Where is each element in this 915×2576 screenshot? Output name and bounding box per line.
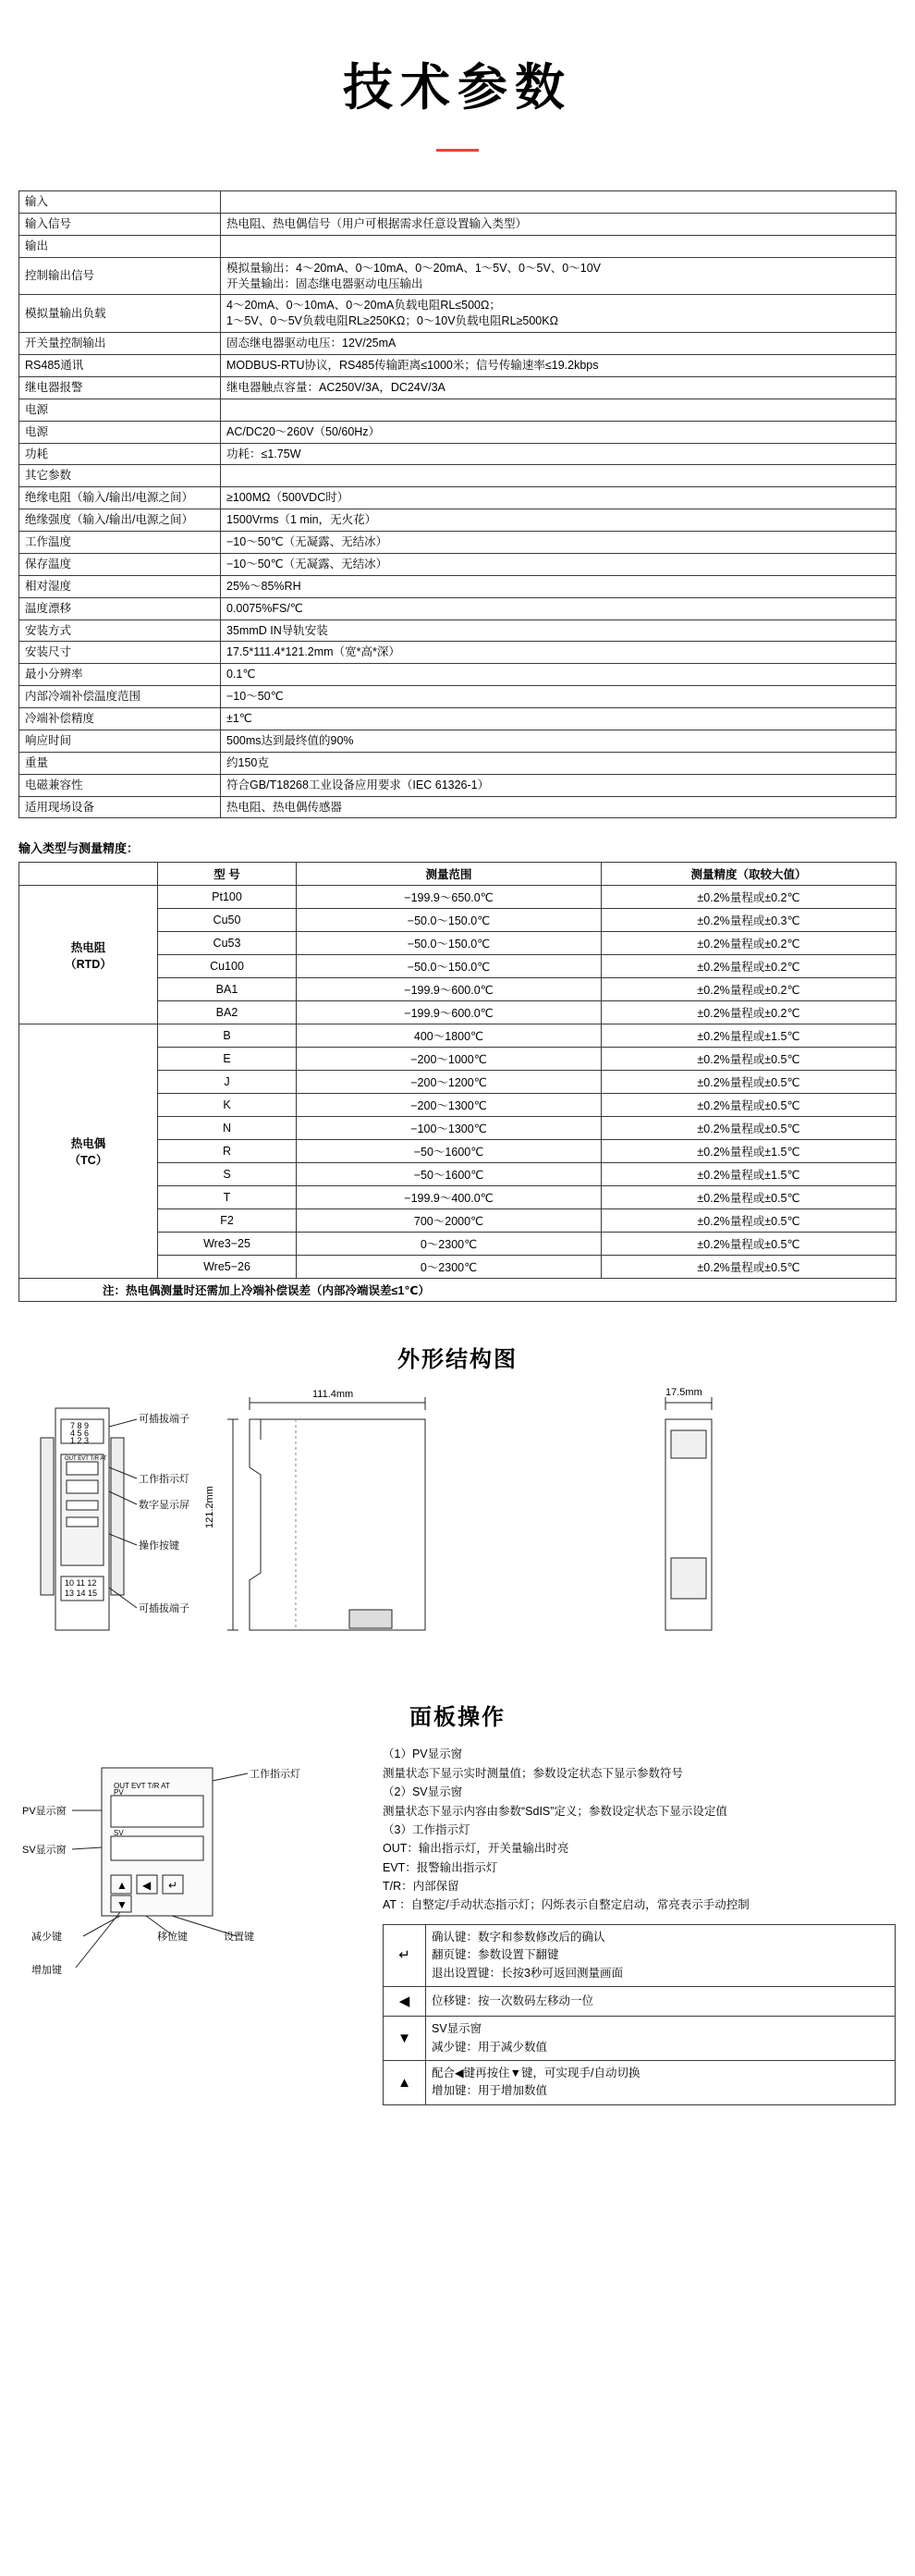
outline-svg bbox=[18, 1382, 897, 1660]
svg-text:1 2 3: 1 2 3 bbox=[70, 1436, 90, 1446]
spec-row-value bbox=[221, 553, 897, 575]
accuracy-range-cell: −200～1300℃ bbox=[297, 1094, 602, 1117]
accuracy-range-cell: −50.0～150.0℃ bbox=[297, 932, 602, 955]
accuracy-header-cell: 测量范围 bbox=[297, 863, 602, 886]
spec-value-line: −10～50℃ bbox=[226, 690, 284, 704]
spec-value-line: 固态继电器驱动电压：12V/25mA bbox=[226, 337, 396, 350]
panel-desc-line: 测量状态下显示内容由参数“SdIS”定义；参数设定状态下显示设定值 bbox=[383, 1804, 727, 1818]
accuracy-header-cell: 测量精度（取较大值） bbox=[602, 863, 897, 886]
accuracy-row bbox=[19, 1024, 897, 1048]
spec-row-label: 冷端补偿精度 bbox=[19, 708, 221, 730]
spec-value-line: AC/DC20～260V（50/60Hz） bbox=[226, 424, 381, 438]
spec-row-value bbox=[221, 708, 897, 730]
spec-row-label: 输入 bbox=[19, 191, 221, 214]
accuracy-model-cell: Cu53 bbox=[158, 932, 297, 955]
spec-row bbox=[19, 333, 897, 355]
accuracy-prec-cell: ±0.2%量程或±0.5℃ bbox=[602, 1094, 897, 1117]
spec-row-label: 适用现场设备 bbox=[19, 796, 221, 818]
spec-value-line: 模拟量输出：4～20mA、0～10mA、0～20mA、1～5V、0～5V、0～10V bbox=[226, 261, 601, 275]
spec-value-line: 25%～85%RH bbox=[226, 579, 301, 593]
outline-section-title: 外形结构图 bbox=[397, 1347, 518, 1373]
spec-value-line: 4～20mA、0～10mA、0～20mA负载电阻RL≤500Ω； bbox=[226, 299, 501, 313]
spec-value-line: 500ms达到最终值的90% bbox=[226, 733, 354, 747]
accuracy-group-name: 热电偶 bbox=[70, 1137, 106, 1151]
accuracy-range-cell: −200～1200℃ bbox=[297, 1071, 602, 1094]
panel-desc-line: OUT：输出指示灯，开关量输出时亮 bbox=[383, 1842, 569, 1856]
accuracy-model-cell: F2 bbox=[158, 1209, 297, 1233]
accuracy-prec-cell: ±0.2%量程或±0.2℃ bbox=[602, 978, 897, 1001]
spec-row-label: 工作温度 bbox=[19, 532, 221, 554]
accuracy-model-cell: T bbox=[158, 1186, 297, 1209]
spec-row bbox=[19, 213, 897, 235]
key-description-line: 确认键：数字和参数修改后的确认 bbox=[432, 1930, 605, 1944]
spec-row-value bbox=[221, 465, 897, 487]
accuracy-prec-cell: ±0.2%量程或±0.2℃ bbox=[602, 1001, 897, 1024]
spec-value-line: 1～5V、0～5V负载电阻RL≥250KΩ；0～10V负载电阻RL≥500KΩ bbox=[226, 314, 558, 328]
spec-row-label: 开关量控制输出 bbox=[19, 333, 221, 355]
accuracy-prec-cell: ±0.2%量程或±0.5℃ bbox=[602, 1233, 897, 1256]
accuracy-prec-cell: ±0.2%量程或±0.5℃ bbox=[602, 1256, 897, 1279]
accuracy-prec-cell: ±0.2%量程或±0.2℃ bbox=[602, 955, 897, 978]
spec-row-label: 电源 bbox=[19, 421, 221, 443]
accuracy-prec-cell: ±0.2%量程或±0.5℃ bbox=[602, 1071, 897, 1094]
spec-row-label: 继电器报警 bbox=[19, 376, 221, 399]
spec-row bbox=[19, 730, 897, 752]
accuracy-row bbox=[19, 886, 897, 909]
spec-row-label: 控制输出信号 bbox=[19, 257, 221, 295]
svg-text:7 8 9: 7 8 9 bbox=[70, 1421, 90, 1431]
spec-row-value bbox=[221, 730, 897, 752]
svg-text:PV: PV bbox=[114, 1788, 124, 1797]
spec-row bbox=[19, 355, 897, 377]
accuracy-note: 注：热电偶测量时还需加上冷端补偿误差（内部冷端误差≤1℃） bbox=[19, 1279, 897, 1302]
accuracy-heading: 输入类型与测量精度： bbox=[18, 841, 140, 856]
key-row bbox=[384, 2017, 896, 2061]
spec-row-value bbox=[221, 796, 897, 818]
accuracy-group-label bbox=[19, 886, 158, 1024]
spec-value-line: 约150克 bbox=[226, 755, 269, 769]
spec-row-label: 输出 bbox=[19, 235, 221, 257]
panel-desc-line: EVT：报警输出指示灯 bbox=[383, 1860, 498, 1874]
accuracy-range-cell: −50.0～150.0℃ bbox=[297, 909, 602, 932]
spec-value-line: 0.1℃ bbox=[226, 668, 256, 681]
panel-desc-line: 测量状态下显示实时测量值；参数设定状态下显示参数符号 bbox=[383, 1766, 684, 1780]
spec-row-value bbox=[221, 376, 897, 399]
spec-row bbox=[19, 532, 897, 554]
accuracy-range-cell: −50～1600℃ bbox=[297, 1163, 602, 1186]
accuracy-model-cell: Pt100 bbox=[158, 886, 297, 909]
spec-row-value bbox=[221, 664, 897, 686]
svg-text:OUT EVT T/R AT: OUT EVT T/R AT bbox=[114, 1782, 170, 1791]
accuracy-note-row bbox=[19, 1279, 897, 1302]
key-description-line: 减少键：用于减少数值 bbox=[432, 2040, 548, 2054]
spec-row-label: 安装方式 bbox=[19, 619, 221, 642]
accuracy-prec-cell: ±0.2%量程或±0.2℃ bbox=[602, 932, 897, 955]
label-work-led: 工作指示灯 bbox=[139, 1474, 189, 1486]
accuracy-group-label bbox=[19, 1024, 158, 1279]
accuracy-range-cell: −200～1000℃ bbox=[297, 1048, 602, 1071]
key-description-line: 增加键：用于增加数值 bbox=[432, 2084, 548, 2098]
label-terminal-bottom: 可插拔端子 bbox=[139, 1603, 189, 1615]
key-icon[interactable]: ↵ bbox=[384, 1924, 426, 1986]
panel-label-decrease: 减少键 bbox=[31, 1932, 62, 1944]
spec-row bbox=[19, 465, 897, 487]
accuracy-header-cell: 型 号 bbox=[158, 863, 297, 886]
key-description-line: 退出设置键：长按3秒可返回测量画面 bbox=[432, 1966, 623, 1980]
accuracy-model-cell: K bbox=[158, 1094, 297, 1117]
svg-text:OUT EVT T/R AT: OUT EVT T/R AT bbox=[65, 1456, 107, 1463]
spec-row-label: 安装尺寸 bbox=[19, 642, 221, 664]
label-terminal-top: 可插拔端子 bbox=[139, 1414, 189, 1426]
accuracy-model-cell: Cu50 bbox=[158, 909, 297, 932]
spec-value-line: −10～50℃（无凝露、无结冰） bbox=[226, 557, 388, 570]
spec-row-label: 模拟量输出负载 bbox=[19, 295, 221, 333]
spec-row bbox=[19, 295, 897, 333]
key-row bbox=[384, 1986, 896, 2016]
accuracy-model-cell: E bbox=[158, 1048, 297, 1071]
spec-row bbox=[19, 597, 897, 619]
panel-label-sv: SV显示窗 bbox=[22, 1845, 67, 1857]
svg-text:SV: SV bbox=[114, 1829, 124, 1838]
spec-row-value bbox=[221, 752, 897, 774]
spec-row-value bbox=[221, 597, 897, 619]
accuracy-range-cell: 0～2300℃ bbox=[297, 1256, 602, 1279]
spec-value-line: 继电器触点容量：AC250V/3A，DC24V/3A bbox=[226, 380, 445, 394]
outline-drawing bbox=[18, 1382, 897, 1660]
spec-row bbox=[19, 642, 897, 664]
accuracy-prec-cell: ±0.2%量程或±0.5℃ bbox=[602, 1209, 897, 1233]
spec-value-line: 开关量输出：固态继电器驱动电压输出 bbox=[226, 276, 423, 290]
panel-desc-line: T/R：内部保留 bbox=[383, 1880, 459, 1893]
spec-row-value bbox=[221, 686, 897, 708]
spec-row-value bbox=[221, 487, 897, 509]
key-description-line: 位移键：按一次数码左移动一位 bbox=[432, 1993, 594, 2007]
svg-text:▲: ▲ bbox=[116, 1879, 128, 1893]
key-description-line: SV显示窗 bbox=[432, 2022, 482, 2036]
svg-text:13 14 15: 13 14 15 bbox=[65, 1589, 98, 1599]
panel-label-increase: 增加键 bbox=[31, 1965, 62, 1977]
key-function-table bbox=[383, 1924, 896, 2105]
accuracy-group-sub: （RTD） bbox=[65, 957, 112, 971]
accuracy-range-cell: −100～1300℃ bbox=[297, 1117, 602, 1140]
spec-row bbox=[19, 235, 897, 257]
spec-value-line: 35mmD IN导轨安装 bbox=[226, 623, 328, 637]
spec-row-value bbox=[221, 509, 897, 532]
key-description bbox=[426, 2017, 896, 2061]
spec-value-line: 符合GB/T18268工业设备应用要求（IEC 61326-1） bbox=[226, 778, 490, 791]
svg-text:10 11 12: 10 11 12 bbox=[65, 1578, 97, 1589]
spec-value-line: MODBUS-RTU协议，RS485传输距离≤1000米；信号传输速率≤19.2kbps bbox=[226, 359, 599, 372]
spec-row bbox=[19, 257, 897, 295]
spec-row bbox=[19, 553, 897, 575]
spec-row-label: 重量 bbox=[19, 752, 221, 774]
accuracy-model-cell: BA2 bbox=[158, 1001, 297, 1024]
panel-desc-line: AT ：自整定/手动状态指示灯；闪烁表示自整定启动，常亮表示手动控制 bbox=[383, 1898, 750, 1912]
spec-row-value bbox=[221, 421, 897, 443]
accuracy-range-cell: −199.9～400.0℃ bbox=[297, 1186, 602, 1209]
panel-label-pv: PV显示窗 bbox=[22, 1806, 67, 1818]
panel-desc-line: （3）工作指示灯 bbox=[383, 1822, 470, 1836]
spec-row-value bbox=[221, 774, 897, 796]
spec-row-value bbox=[221, 532, 897, 554]
accuracy-prec-cell: ±0.2%量程或±1.5℃ bbox=[602, 1024, 897, 1048]
panel-label-shift: 移位键 bbox=[157, 1932, 188, 1944]
spec-value-line: ±1℃ bbox=[226, 712, 252, 725]
accuracy-header-blank bbox=[19, 863, 158, 886]
spec-row-value bbox=[221, 257, 897, 295]
spec-row bbox=[19, 509, 897, 532]
key-row bbox=[384, 1924, 896, 1986]
spec-row-label: 电源 bbox=[19, 399, 221, 421]
svg-text:4 5 6: 4 5 6 bbox=[70, 1429, 90, 1439]
spec-row bbox=[19, 774, 897, 796]
panel-desc-line: （2）SV显示窗 bbox=[383, 1785, 463, 1799]
accuracy-range-cell: −50.0～150.0℃ bbox=[297, 955, 602, 978]
key-row bbox=[384, 2060, 896, 2104]
accuracy-prec-cell: ±0.2%量程或±0.3℃ bbox=[602, 909, 897, 932]
key-description bbox=[426, 2060, 896, 2104]
spec-row bbox=[19, 796, 897, 818]
spec-row bbox=[19, 752, 897, 774]
page-title: 技术参数 bbox=[343, 60, 572, 116]
accuracy-prec-cell: ±0.2%量程或±0.5℃ bbox=[602, 1186, 897, 1209]
accuracy-prec-cell: ±0.2%量程或±0.5℃ bbox=[602, 1048, 897, 1071]
svg-text:↵: ↵ bbox=[168, 1879, 178, 1893]
spec-row bbox=[19, 619, 897, 642]
spec-table bbox=[18, 190, 897, 818]
panel-label-work-led: 工作指示灯 bbox=[250, 1769, 300, 1781]
key-description bbox=[426, 1924, 896, 1986]
label-depth: 17.5mm bbox=[665, 1387, 702, 1399]
accuracy-model-cell: Wre3−25 bbox=[158, 1233, 297, 1256]
accuracy-prec-cell: ±0.2%量程或±1.5℃ bbox=[602, 1163, 897, 1186]
spec-row-label: 保存温度 bbox=[19, 553, 221, 575]
accuracy-model-cell: B bbox=[158, 1024, 297, 1048]
spec-row bbox=[19, 487, 897, 509]
panel-operation bbox=[18, 1740, 897, 2104]
spec-row-value bbox=[221, 333, 897, 355]
spec-row bbox=[19, 686, 897, 708]
accuracy-group-sub: （TC） bbox=[68, 1154, 108, 1168]
spec-row bbox=[19, 664, 897, 686]
accuracy-header-row bbox=[19, 863, 897, 886]
spec-row-value bbox=[221, 235, 897, 257]
accuracy-range-cell: 0～2300℃ bbox=[297, 1233, 602, 1256]
spec-row-value bbox=[221, 642, 897, 664]
accuracy-range-cell: −50～1600℃ bbox=[297, 1140, 602, 1163]
panel-desc-line: （1）PV显示窗 bbox=[383, 1748, 463, 1761]
spec-row bbox=[19, 191, 897, 214]
key-icon[interactable]: ▼ bbox=[384, 2017, 426, 2061]
spec-row-value bbox=[221, 399, 897, 421]
spec-row-label: 温度漂移 bbox=[19, 597, 221, 619]
accuracy-model-cell: R bbox=[158, 1140, 297, 1163]
spec-value-line: 功耗：≤1.75W bbox=[226, 447, 301, 460]
accuracy-model-cell: Wre5−26 bbox=[158, 1256, 297, 1279]
spec-row-label: 功耗 bbox=[19, 443, 221, 465]
accuracy-range-cell: −199.9～600.0℃ bbox=[297, 978, 602, 1001]
svg-text:▼: ▼ bbox=[116, 1898, 128, 1912]
accuracy-model-cell: BA1 bbox=[158, 978, 297, 1001]
spec-row-label: 内部冷端补偿温度范围 bbox=[19, 686, 221, 708]
accuracy-range-cell: 700～2000℃ bbox=[297, 1209, 602, 1233]
accuracy-group-name: 热电阻 bbox=[70, 940, 106, 954]
spec-row-value bbox=[221, 213, 897, 235]
accuracy-model-cell: S bbox=[158, 1163, 297, 1186]
spec-value-line: ≥100MΩ（500VDC时） bbox=[226, 491, 349, 505]
key-icon[interactable]: ◀ bbox=[384, 1986, 426, 2016]
accuracy-prec-cell: ±0.2%量程或±0.2℃ bbox=[602, 886, 897, 909]
accuracy-model-cell: J bbox=[158, 1071, 297, 1094]
key-icon[interactable]: ▲ bbox=[384, 2060, 426, 2104]
panel-diagram bbox=[18, 1740, 370, 2004]
spec-table-wrap bbox=[0, 152, 915, 818]
spec-value-line: −10～50℃（无凝露、无结冰） bbox=[226, 535, 388, 548]
spec-value-line: 热电阻、热电偶信号（用户可根据需求任意设置输入类型） bbox=[226, 216, 528, 230]
key-description-line: 翻页键：参数设置下翻键 bbox=[432, 1948, 559, 1962]
spec-value-line: 热电阻、热电偶传感器 bbox=[226, 800, 343, 814]
spec-row-value bbox=[221, 443, 897, 465]
spec-row-value bbox=[221, 619, 897, 642]
key-description bbox=[426, 1986, 896, 2016]
accuracy-range-cell: −199.9～650.0℃ bbox=[297, 886, 602, 909]
spec-row-label: 电磁兼容性 bbox=[19, 774, 221, 796]
accuracy-range-cell: 400～1800℃ bbox=[297, 1024, 602, 1048]
svg-text:◀: ◀ bbox=[142, 1879, 152, 1893]
label-display: 数字显示屏 bbox=[139, 1500, 189, 1512]
spec-row-label: 相对湿度 bbox=[19, 575, 221, 597]
spec-value-line: 0.0075%FS/℃ bbox=[226, 601, 303, 615]
spec-row bbox=[19, 399, 897, 421]
panel-section-title: 面板操作 bbox=[409, 1705, 506, 1731]
spec-row-label: 最小分辨率 bbox=[19, 664, 221, 686]
spec-row-label: 其它参数 bbox=[19, 465, 221, 487]
spec-row-value bbox=[221, 191, 897, 214]
label-height: 121.2mm bbox=[204, 1486, 215, 1529]
spec-row bbox=[19, 376, 897, 399]
spec-value-line: 1500Vrms（1 min，无火花） bbox=[226, 513, 377, 527]
spec-row-label: 输入信号 bbox=[19, 213, 221, 235]
panel-label-set: 设置键 bbox=[224, 1932, 254, 1944]
spec-row bbox=[19, 708, 897, 730]
accuracy-prec-cell: ±0.2%量程或±0.5℃ bbox=[602, 1117, 897, 1140]
label-width: 111.4mm bbox=[312, 1389, 354, 1401]
accuracy-range-cell: −199.9～600.0℃ bbox=[297, 1001, 602, 1024]
spec-row-label: 绝缘电阻（输入/输出/电源之间） bbox=[19, 487, 221, 509]
spec-value-line: 17.5*111.4*121.2mm（宽*高*深） bbox=[226, 645, 400, 659]
spec-row bbox=[19, 443, 897, 465]
spec-row bbox=[19, 421, 897, 443]
spec-row-value bbox=[221, 295, 897, 333]
label-keys: 操作按键 bbox=[139, 1540, 179, 1552]
accuracy-prec-cell: ±0.2%量程或±1.5℃ bbox=[602, 1140, 897, 1163]
spec-row-label: 响应时间 bbox=[19, 730, 221, 752]
spec-row bbox=[19, 575, 897, 597]
panel-description bbox=[383, 1740, 896, 2104]
key-description-line: 配合◀键再按住▼键，可实现手/自动切换 bbox=[432, 2066, 640, 2079]
spec-row-label: 绝缘强度（输入/输出/电源之间） bbox=[19, 509, 221, 532]
panel-svg bbox=[18, 1740, 370, 1999]
spec-row-value bbox=[221, 575, 897, 597]
accuracy-model-cell: Cu100 bbox=[158, 955, 297, 978]
accuracy-model-cell: N bbox=[158, 1117, 297, 1140]
accuracy-table bbox=[18, 862, 897, 1302]
spec-row-value bbox=[221, 355, 897, 377]
spec-row-label: RS485通讯 bbox=[19, 355, 221, 377]
